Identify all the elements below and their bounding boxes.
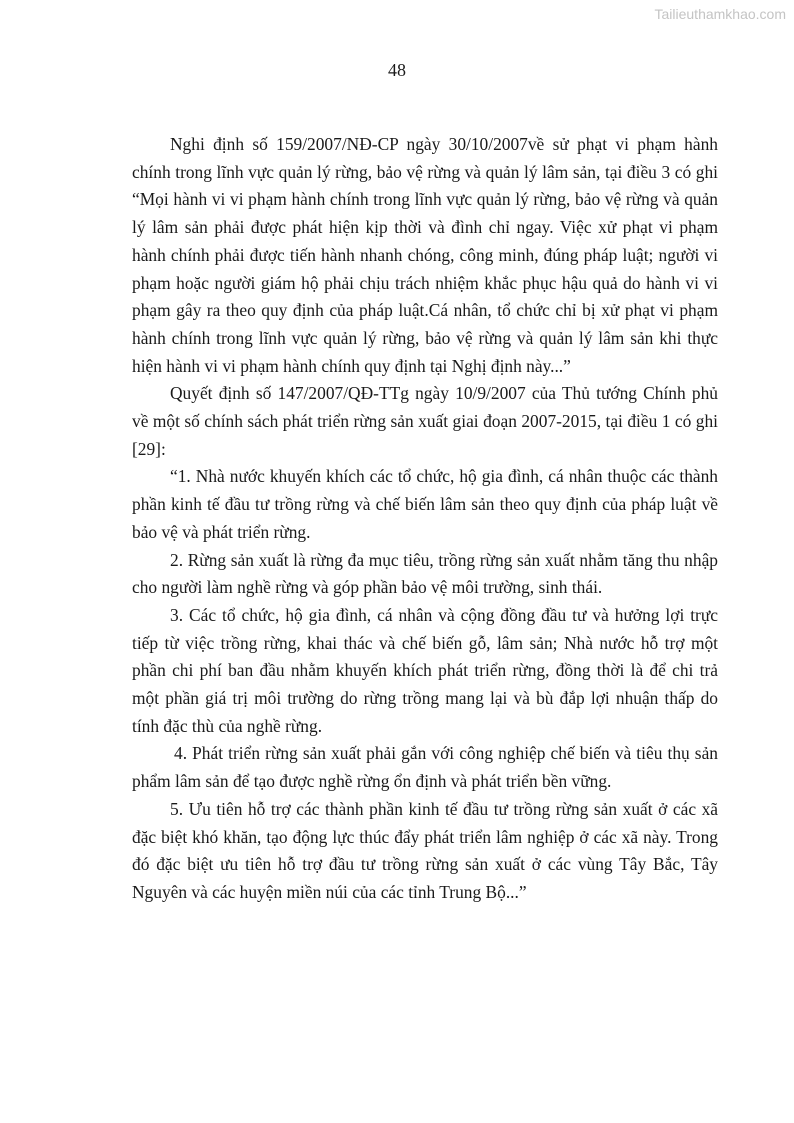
paragraph-decision-147: Quyết định số 147/2007/QĐ-TTg ngày 10/9/2007 của Thủ tướng Chính phủ về một số chính sách phát triển rừng sản xuất giai đoạn 2007-2015, tại điều 1 có ghi [29]: — [132, 383, 718, 459]
paragraph-item-2: 2. Rừng sản xuất là rừng đa mục tiêu, trồng rừng sản xuất nhằm tăng thu nhập cho người làm nghề rừng và góp phần bảo vệ môi trường, sinh thái. — [132, 549, 718, 598]
paragraph-decree-159: Nghi định số 159/2007/NĐ-CP ngày 30/10/2007về sử phạt vi phạm hành chính trong lĩnh vực quản lý rừng, bảo vệ rừng và quản lý lâm sản, tại điều 3 có ghi “Mọi hành vi vi phạm hành chính trong lĩnh vực quản lý rừng, bảo vệ rừng và quản lý lâm sản phải được phát hiện kịp thời và đình chỉ ngay. Việc xử phạt vi phạm hành chính phải được tiến hành nhanh chóng, công minh, đúng pháp luật; người vi phạm hoặc người giám hộ phải chịu trách nhiệm khắc phục hậu quả do hành vi vi phạm gây ra theo quy định của pháp luật.Cá nhân, tổ chức chỉ bị xử phạt vi phạm hành chính trong lĩnh vực quản lý rừng, bảo vệ rừng và quản lý lâm sản khi thực hiện hành vi vi phạm hành chính quy định tại Nghị định này...” — [132, 134, 718, 376]
paragraph-item-3: 3. Các tổ chức, hộ gia đình, cá nhân và cộng đồng đầu tư và hưởng lợi trực tiếp từ việc trồng rừng, khai thác và chế biến gỗ, lâm sản; Nhà nước hỗ trợ một phần chi phí ban đầu nhằm khuyến khích phát triển rừng, đồng thời là để chi trả một phần giá trị môi trường do rừng trồng mang lại và bù đắp lợi nhuận thấp do tính đặc thù của nghề rừng. — [132, 604, 718, 736]
watermark-text: Tailieuthamkhao.com — [654, 6, 786, 22]
paragraph-item-1: “1. Nhà nước khuyến khích các tổ chức, hộ gia đình, cá nhân thuộc các thành phần kinh tế đầu tư trồng rừng và chế biến lâm sản theo quy định của pháp luật về bảo vệ và phát triển rừng. — [132, 466, 718, 542]
paragraph-item-5: 5. Ưu tiên hỗ trợ các thành phần kinh tế đầu tư trồng rừng sản xuất ở các xã đặc biệt khó khăn, tạo động lực thúc đẩy phát triển lâm nghiệp ở các xã này. Trong đó đặc biệt ưu tiên hỗ trợ đầu tư trồng rừng sản xuất ở các vùng Tây Bắc, Tây Nguyên và các huyện miền núi của các tỉnh Trung Bộ...” — [132, 798, 718, 902]
document-body — [132, 131, 718, 907]
page-number: 48 — [388, 60, 406, 80]
paragraph-item-4: 4. Phát triển rừng sản xuất phải gắn với công nghiệp chế biến và tiêu thụ sản phẩm lâm sản để tạo được nghề rừng ổn định và phát triển bền vững. — [132, 743, 718, 792]
